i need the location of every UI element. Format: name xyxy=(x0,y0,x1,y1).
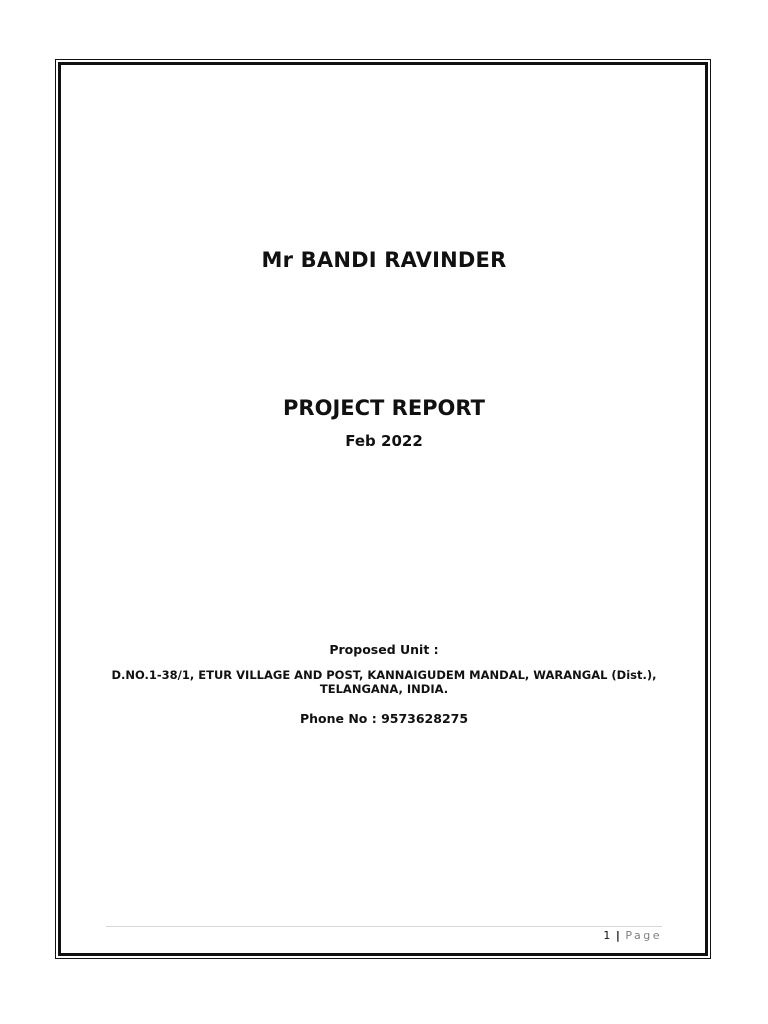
page-border xyxy=(58,62,708,956)
address-line-2: TELANGANA, INDIA. xyxy=(319,682,449,696)
phone-number: Phone No : 9573628275 xyxy=(299,711,469,726)
page-number: 1 xyxy=(603,929,611,942)
page-label: Page xyxy=(625,929,662,942)
report-title: PROJECT REPORT xyxy=(283,396,485,420)
address-line-1: D.NO.1-38/1, ETUR VILLAGE AND POST, KANNAIGUDEM MANDAL, WARANGAL (Dist.), xyxy=(111,668,657,682)
address-block xyxy=(0,668,768,696)
footer-rule xyxy=(106,926,662,927)
footer-separator: | xyxy=(615,929,620,942)
proposed-unit-label: Proposed Unit : xyxy=(329,642,439,657)
report-date: Feb 2022 xyxy=(345,432,423,450)
owner-name: Mr BANDI RAVINDER xyxy=(261,248,507,272)
page-footer xyxy=(603,929,662,942)
